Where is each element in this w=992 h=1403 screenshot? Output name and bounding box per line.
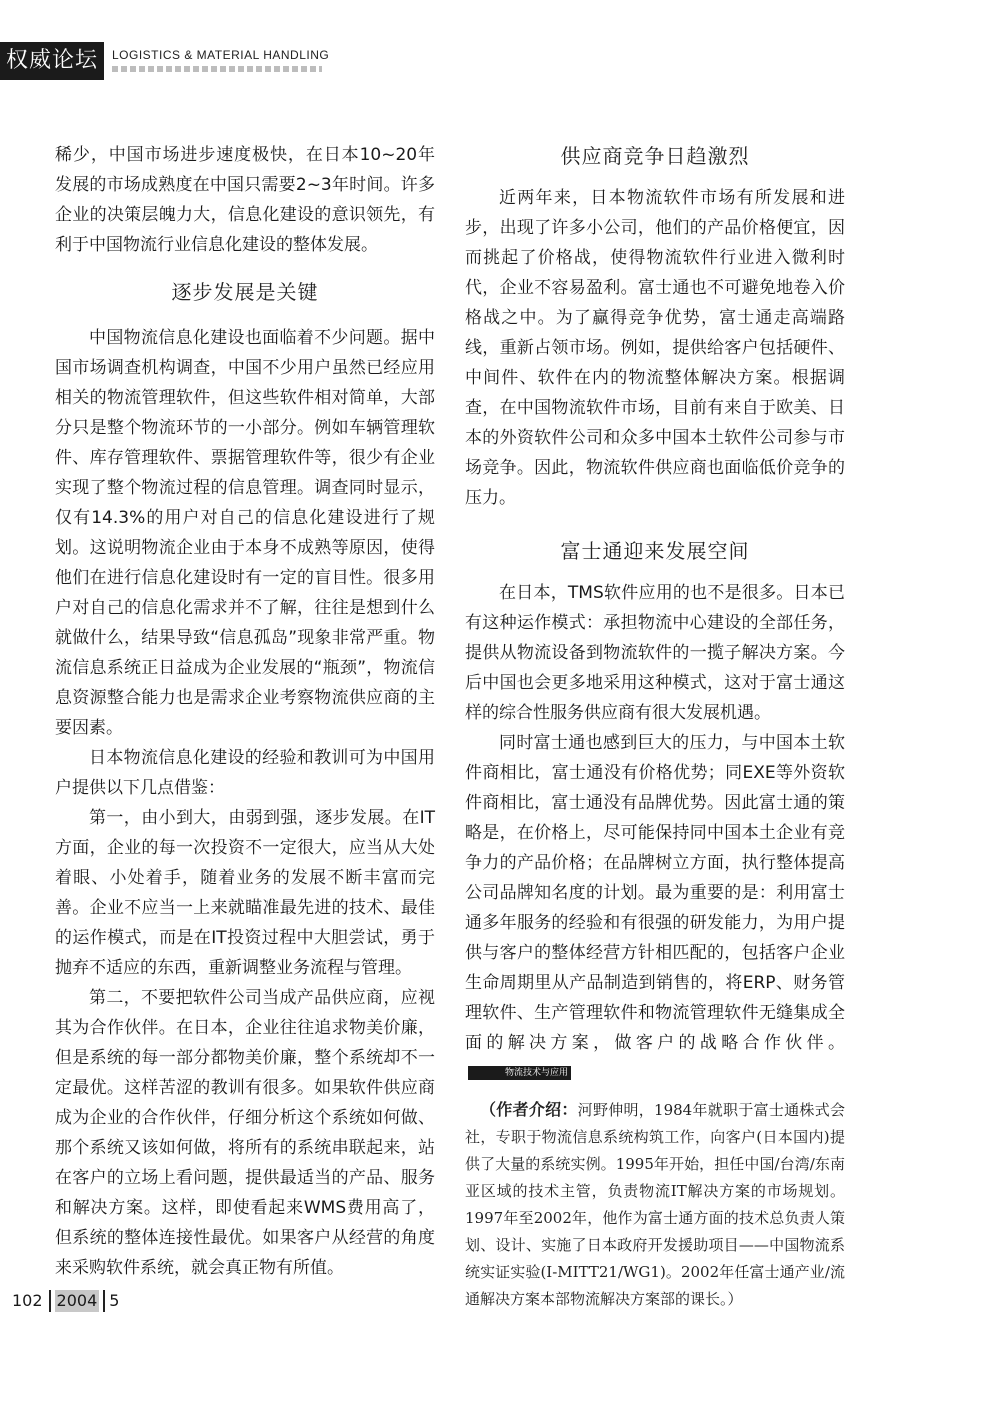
page-header bbox=[0, 42, 992, 80]
body-paragraph: 第二，不要把软件公司当成产品供应商，应视其为合作伙伴。在日本，企业往往追求物美价廉，但是系统的每一部分都物美价廉，整个系统却不一定最优。这样苦涩的教训有很多。如果软件供应商成为企业的合作伙伴，仔细分析这个系统如何做、那个系统又该如何做，将所有的系统串联起来，站在客户的立场上看问题，提供最适当的产品、服务和解决方案。这样，即使看起来WMS费用高了，但系统的整体连接性最优。如果客户从经营的角度来采购软件系统，就会真正物有所值。 bbox=[55, 988, 435, 1278]
header-decorative-line bbox=[112, 66, 322, 72]
body-paragraph: 近两年来，日本物流软件市场有所发展和进步，出现了许多小公司，他们的产品价格便宜，因而挑起了价格战，使得物流软件行业进入微利时代，企业不容易盈利。富士通也不可避免地卷入价格战之中。为了赢得竞争优势，富士通走高端路线，重新占领市场。例如，提供给客户包括硬件、中间件、软件在内的物流整体解决方案。根据调查，在中国物流软件市场，目前有来自于欧美、日本的外资软件公司和众多中国本土软件公司参与市场竞争。因此，物流软件供应商也面临低价竞争的压力。 bbox=[465, 188, 845, 508]
body-paragraph: 第一，由小到大，由弱到强，逐步发展。在IT方面，企业的每一次投资不一定很大，应当从大处着眼、小处着手，随着业务的发展不断丰富而完善。企业不应当一上来就瞄准最先进的技术、最佳的运作模式，而是在IT投资过程中大胆尝试，勇于抛弃不适应的东西，重新调整业务流程与管理。 bbox=[55, 808, 435, 978]
author-bio bbox=[465, 1096, 845, 1313]
author-bio-lead: （作者介绍： bbox=[480, 1100, 578, 1119]
body-paragraph: 在日本，TMS软件应用的也不是很多。日本已有这种运作模式：承担物流中心建设的全部任务，提供从物流设备到物流软件的一揽子解决方案。今后中国也会更多地采用这种模式，这对于富士通这样的综合性服务供应商有很大发展机遇。 bbox=[465, 583, 845, 723]
author-bio-text: 河野伸明，1984年就职于富士通株式会社，专职于物流信息系统构筑工作，向客户(日本国内)提供了大量的系统实例。1995年开始，担任中国/台湾/东南亚区域的技术主管，负责物流IT解决方案的市场规划。1997年至2002年，他作为富士通方面的技术总负责人策划、设计、实施了日本政府开发援助项目——中国物流系统实证实验(I-MITT21/WG1)。2002年任富士通产业/流通解决方案本部物流解决方案部的课长。） bbox=[465, 1101, 845, 1308]
section-tag: 权威论坛 bbox=[0, 42, 104, 80]
magazine-english-title: LOGISTICS & MATERIAL HANDLING bbox=[112, 48, 330, 62]
right-column bbox=[465, 140, 845, 1313]
section-heading-gradual-development: 逐步发展是关键 bbox=[171, 280, 319, 304]
intro-paragraph: 稀少，中国市场进步速度极快，在日本10~20年发展的市场成熟度在中国只需要2~3年时间。许多企业的决策层魄力大，信息化建设的意识领先，有利于中国物流行业信息化建设的整体发展。 bbox=[55, 145, 435, 255]
final-paragraph-text: 同时富士通也感到巨大的压力，与中国本土软件商相比，富士通没有价格优势；同EXE等外资软件商相比，富士通没有品牌优势。因此富士通的策略是，在价格上，尽可能保持同中国本土企业有竞争力的产品价格；在品牌树立方面，执行整体提高公司品牌知名度的计划。最为重要的是：利用富士通多年服务的经验和有很强的研发能力，为用户提供与客户的整体经营方针相匹配的，包括客户企业生命周期里从产品制造到销售的，将ERP、财务管理软件、生产管理软件和物流管理软件无缝集成全面的解决方案，做客户的战略合作伙伴。 bbox=[465, 733, 845, 1053]
page-footer bbox=[12, 1290, 119, 1314]
body-paragraph: 日本物流信息化建设的经验和教训可为中国用户提供以下几点借鉴： bbox=[55, 748, 435, 798]
issue-year: 2004 bbox=[56, 1291, 98, 1310]
section-heading-opportunity: 富士通迎来发展空间 bbox=[560, 539, 750, 563]
body-paragraph-final bbox=[465, 728, 845, 1088]
body-paragraph: 中国物流信息化建设也面临着不少问题。据中国市场调查机构调查，中国不少用户虽然已经应用相关的物流管理软件，但这些软件相对简单，大部分只是整个物流环节的一小部分。例如车辆管理软件、库存管理软件、票据管理软件等，很少有企业实现了整个物流过程的信息管理。调查同时显示，仅有14.3%的用户对自己的信息化建设进行了规划。这说明物流企业由于本身不成熟等原因，使得他们在进行信息化建设时有一定的盲目性。很多用户对自己的信息化需求并不了解，往往是想到什么就做什么，结果导致“信息孤岛”现象非常严重。物流信息系统正日益成为企业发展的“瓶颈”，物流信息资源整合能力也是需求企业考察物流供应商的主要因素。 bbox=[55, 328, 435, 738]
magazine-end-mark: 物流技术与应用 bbox=[468, 1066, 571, 1080]
section-heading-competition: 供应商竞争日趋激烈 bbox=[560, 144, 750, 168]
left-column bbox=[55, 140, 435, 1283]
page-number: 102 bbox=[12, 1290, 51, 1312]
issue-number: 5 bbox=[103, 1290, 119, 1312]
